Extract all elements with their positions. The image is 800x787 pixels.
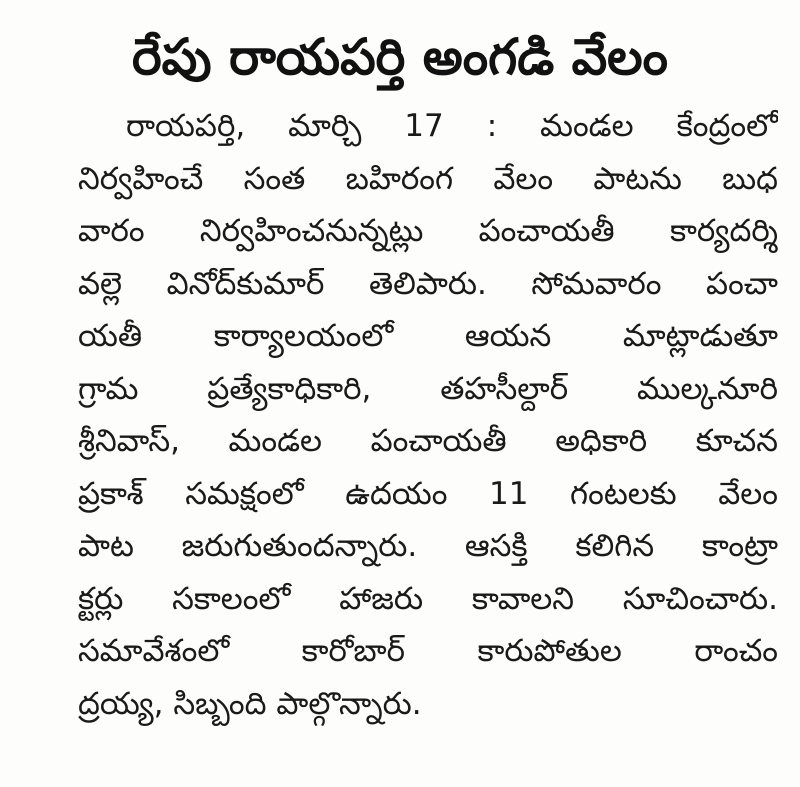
article-line: గ్రామ ప్రత్యేకాధికారి, తహసీల్దార్ ముల్కనూరి bbox=[78, 370, 778, 407]
article-line: నిర్వహించే సంత బహిరంగ వేలం పాటను బుధ bbox=[78, 160, 778, 197]
article-line: యతీ కార్యాలయంలో ఆయన మాట్లాడుతూ bbox=[78, 318, 778, 354]
article-line: సమావేశంలో కారోబార్ కారుపోతుల రాంచం bbox=[78, 633, 778, 669]
article-headline: రేపు రాయపర్తి అంగడి వేలం bbox=[132, 28, 668, 86]
article-line: ప్రకాశ్ సమక్షంలో ఉదయం 11 గంటలకు వేలం bbox=[78, 475, 778, 512]
article-line: రాయపర్తి, మార్చి 17 : మండల కేంద్రంలో bbox=[126, 108, 778, 144]
article-line: వారం నిర్వహించనున్నట్లు పంచాయతీ కార్యదర్శి bbox=[78, 213, 778, 249]
article-line: క్టర్లు సకాలంలో హాజరు కావాలని సూచించారు. bbox=[78, 580, 778, 617]
article-line: పాట జరుగుతుందన్నారు. ఆసక్తి కలిగిన కాంట్రా bbox=[78, 528, 778, 564]
article-body bbox=[78, 100, 778, 730]
article-line: వల్లె వినోద్‌కుమార్ తెలిపారు. సోమవారం పంచా bbox=[78, 265, 778, 302]
article-line: ద్రయ్య, సిబ్బంది పాల్గొన్నారు. bbox=[78, 685, 422, 722]
article-line: శ్రీనివాస్, మండల పంచాయతీ అధికారి కూచన bbox=[78, 423, 778, 459]
